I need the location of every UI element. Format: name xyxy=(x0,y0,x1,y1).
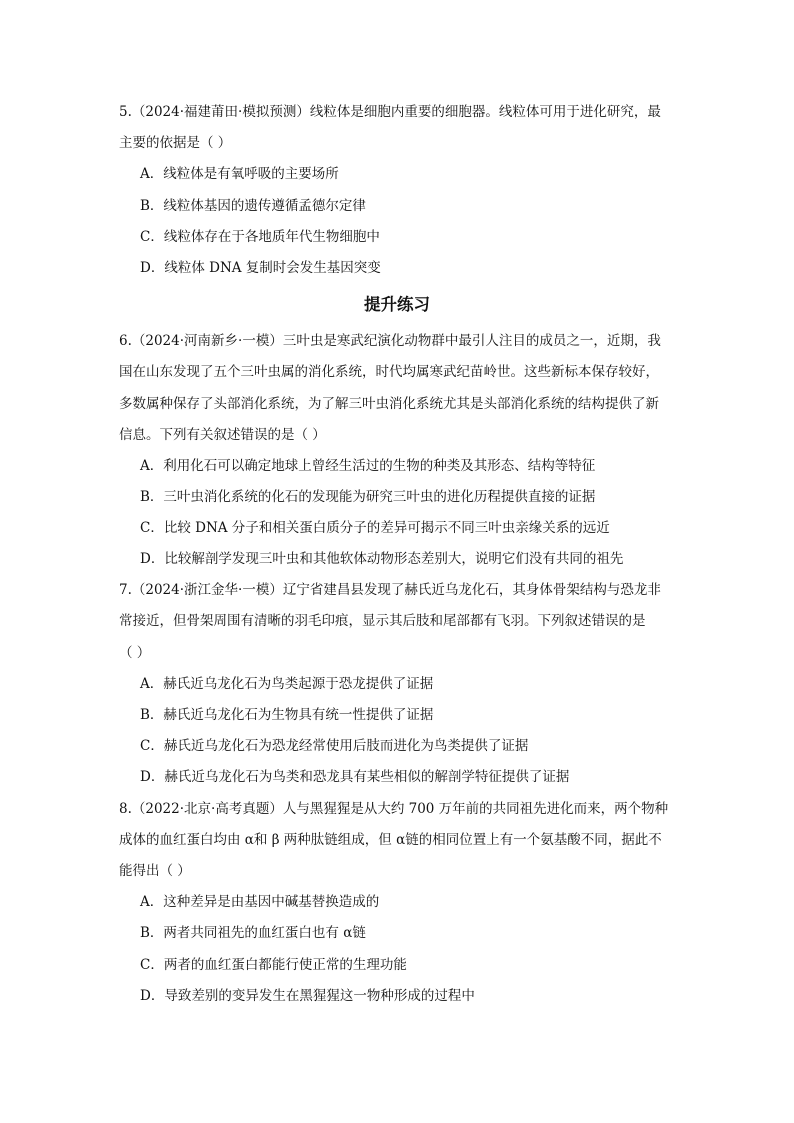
q6-stem-line-1: 6.（2024·河南新乡·一模）三叶虫是寒武纪演化动物群中最引人注目的成员之一，近期，我 xyxy=(119,333,661,349)
q6-option-b: B．三叶虫消化系统的化石的发现能为研究三叶虫的进化历程提供直接的证据 xyxy=(140,489,596,505)
q7-stem-line-3: （ ） xyxy=(119,645,151,661)
q6-option-a: A．利用化石可以确定地球上曾经生活过的生物的种类及其形态、结构等特征 xyxy=(140,458,596,474)
q7-option-b: B．赫氏近乌龙化石为生物具有统一性提供了证据 xyxy=(140,707,434,723)
q6-option-c: C．比较 DNA 分子和相关蛋白质分子的差异可揭示不同三叶虫亲缘关系的远近 xyxy=(140,520,610,536)
q5-stem-line-2: 主要的依据是（ ） xyxy=(119,135,232,151)
section-title: 提升练习 xyxy=(364,295,430,314)
q6-stem-line-3: 多数属种保存了头部消化系统，为了解三叶虫消化系统尤其是头部消化系统的结构提供了新 xyxy=(119,396,659,412)
q8-option-a: A．这种差异是由基因中碱基替换造成的 xyxy=(140,894,380,910)
q6-stem-line-4: 信息。下列有关叙述错误的是（ ） xyxy=(119,427,326,443)
q5-option-a: A．线粒体是有氧呼吸的主要场所 xyxy=(140,166,339,182)
q7-option-c: C．赫氏近乌龙化石为恐龙经常使用后肢而进化为鸟类提供了证据 xyxy=(140,738,529,754)
q5-stem-line-1: 5.（2024·福建莆田·模拟预测）线粒体是细胞内重要的细胞器。线粒体可用于进化研究，最 xyxy=(119,104,661,120)
q8-stem-line-1: 8.（2022·北京·高考真题）人与黑猩猩是从大约 700 万年前的共同祖先进化而来，两个物种 xyxy=(119,801,669,817)
q6-stem-line-2: 国在山东发现了五个三叶虫属的消化系统，时代均属寒武纪苗岭世。这些新标本保存较好， xyxy=(119,364,659,380)
q5-option-c: C．线粒体存在于各地质年代生物细胞中 xyxy=(140,229,380,245)
q7-option-a: A．赫氏近乌龙化石为鸟类起源于恐龙提供了证据 xyxy=(140,676,434,692)
q6-option-d: D．比较解剖学发现三叶虫和其他软体动物形态差别大，说明它们没有共同的祖先 xyxy=(140,551,624,567)
q8-stem-line-2: 成体的血红蛋白均由 α和 β 两种肽链组成，但 α链的相同位置上有一个氨基酸不同，据此不 xyxy=(119,832,662,848)
q8-stem-line-3: 能得出（ ） xyxy=(119,863,191,879)
q7-stem-line-1: 7.（2024·浙江金华·一模）辽宁省建昌县发现了赫氏近乌龙化石，其身体骨架结构与恐龙非 xyxy=(119,582,661,598)
q5-option-b: B．线粒体基因的遗传遵循孟德尔定律 xyxy=(140,198,366,214)
q7-stem-line-2: 常接近，但骨架周围有清晰的羽毛印痕，显示其后肢和尾部都有飞羽。下列叙述错误的是 xyxy=(119,613,646,629)
q7-option-d: D．赫氏近乌龙化石为鸟类和恐龙具有某些相似的解剖学特征提供了证据 xyxy=(140,769,570,785)
q8-option-b: B．两者共同祖先的血红蛋白也有 α链 xyxy=(140,925,366,941)
q5-option-d: D．线粒体 DNA 复制时会发生基因突变 xyxy=(140,260,381,276)
q8-option-d: D．导致差别的变异发生在黑猩猩这一物种形成的过程中 xyxy=(140,988,475,1004)
q8-option-c: C．两者的血红蛋白都能行使正常的生理功能 xyxy=(140,957,407,973)
